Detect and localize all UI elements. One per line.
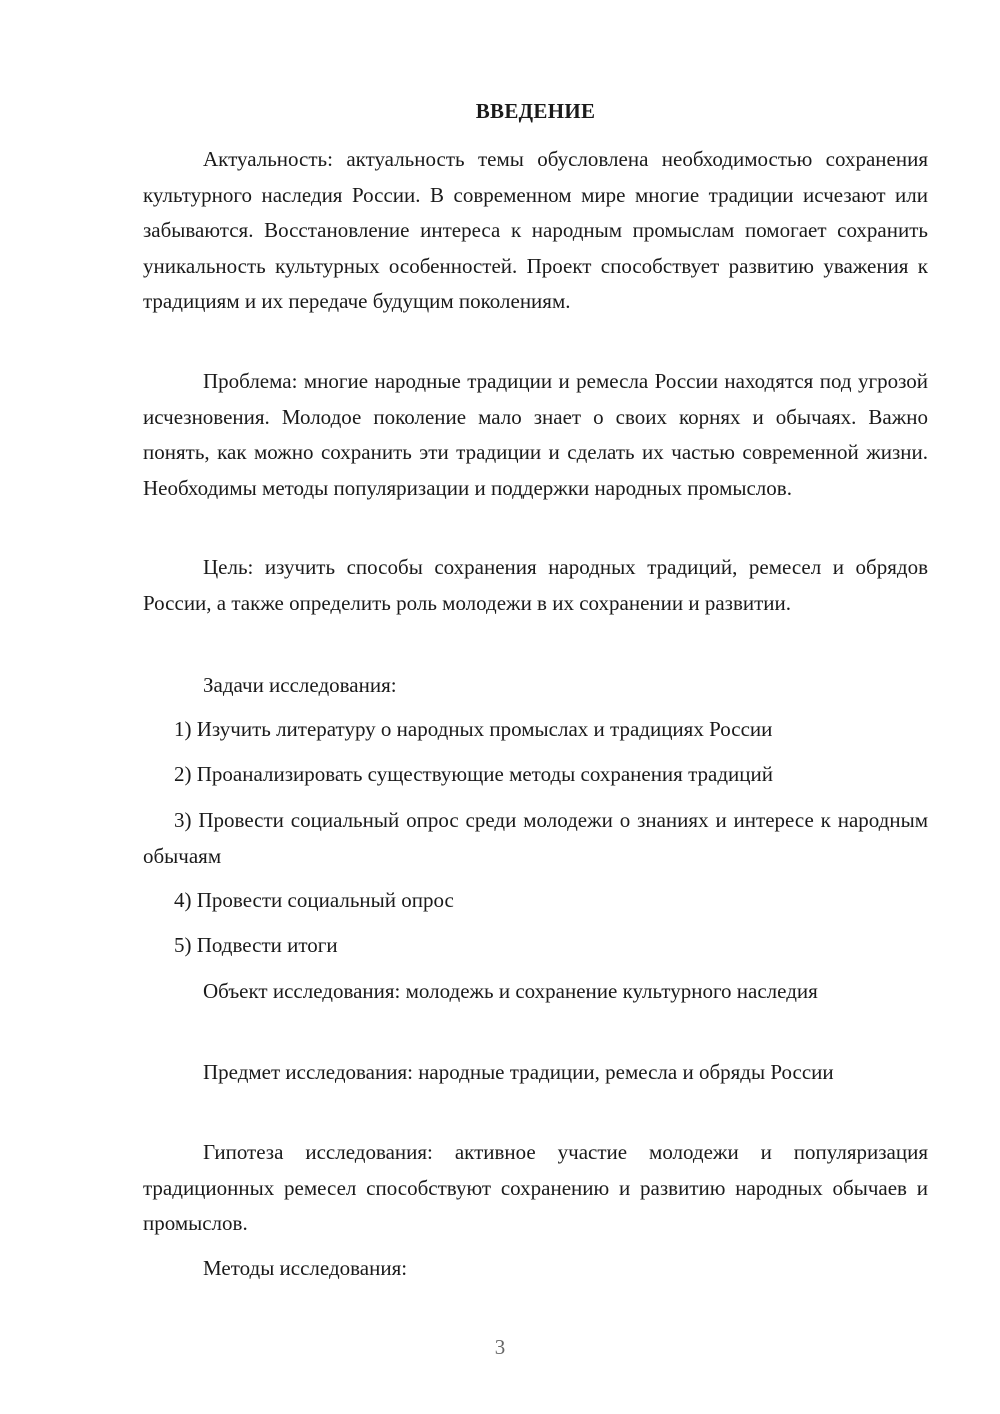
task-item-2: 2) Проанализировать существующие методы сохранения традиций bbox=[174, 762, 773, 786]
paragraph-methods-heading: Методы исследования: bbox=[203, 1256, 408, 1280]
task-item-5: 5) Подвести итоги bbox=[174, 933, 338, 957]
task-item-3: 3) Провести социальный опрос среди молодежи о знаниях и интересе к народным обычаям bbox=[143, 808, 928, 868]
paragraph-relevance: Актуальность: актуальность темы обусловлена необходимостью сохранения культурного наследия России. В современном мире многие традиции исчезают или забываются. Восстановление интереса к народным промыслам помогает сохранить уникальность культурных особенностей. Проект способствует развитию уважения к традициям и их передаче будущим поколениям. bbox=[143, 147, 928, 313]
paragraph-hypothesis: Гипотеза исследования: активное участие молодежи и популяризация традиционных ремесел способствуют сохранению и развитию народных обычаев и промыслов. bbox=[143, 1140, 928, 1235]
paragraph-object: Объект исследования: молодежь и сохранение культурного наследия bbox=[203, 979, 818, 1003]
paragraph-goal: Цель: изучить способы сохранения народных традиций, ремесел и обрядов России, а также определить роль молодежи в их сохранении и развитии. bbox=[143, 555, 928, 615]
task-item-4: 4) Провести социальный опрос bbox=[174, 888, 454, 912]
task-item-1: 1) Изучить литературу о народных промыслах и традициях России bbox=[174, 717, 773, 741]
paragraph-problem: Проблема: многие народные традиции и ремесла России находятся под угрозой исчезновения. Молодое поколение мало знает о своих корнях и обычаях. Важно понять, как можно сохранить эти традиции и сделать их частью современной жизни. Необходимы методы популяризации и поддержки народных промыслов. bbox=[143, 369, 928, 500]
paragraph-subject: Предмет исследования: народные традиции, ремесла и обряды России bbox=[203, 1060, 834, 1084]
page-number: 3 bbox=[494, 1335, 506, 1359]
paragraph-tasks-heading: Задачи исследования: bbox=[203, 673, 397, 697]
page-title: ВВЕДЕНИЕ bbox=[475, 99, 596, 123]
